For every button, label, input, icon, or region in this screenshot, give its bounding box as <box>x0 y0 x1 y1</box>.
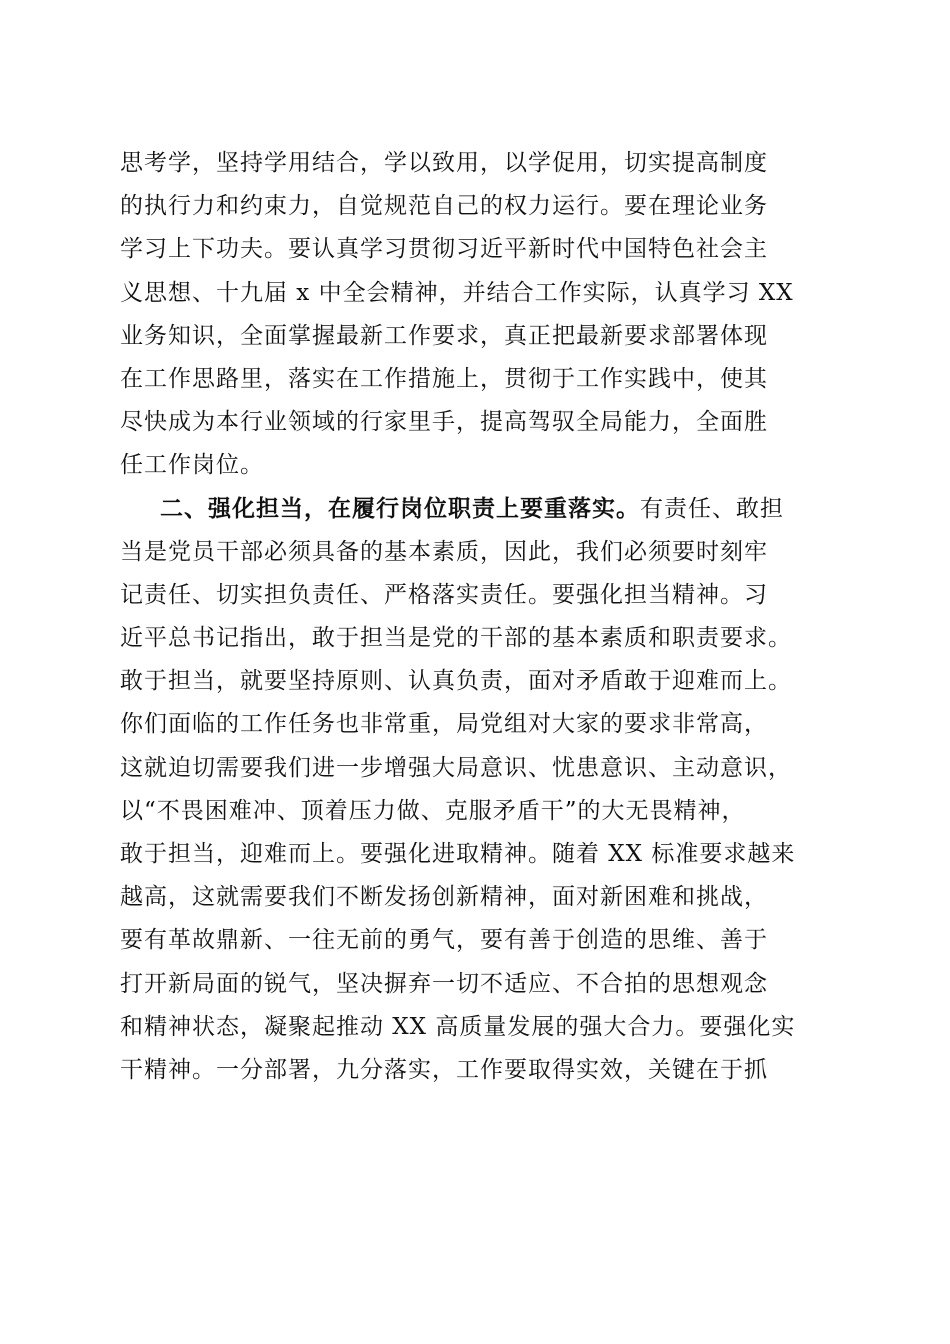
section-heading-line <box>120 488 840 531</box>
document-body <box>120 142 840 1092</box>
paragraph-line: 打开新局面的锐气，坚决摒弃一切不适应、不合拍的思想观念 <box>120 970 768 997</box>
section-heading: 二、强化担当，在履行岗位职责上要重落实。 <box>160 495 640 522</box>
paragraph-line: 以“不畏困难冲、顶着压力做、克服矛盾干”的大无畏精神， <box>120 797 746 824</box>
paragraph-line: 记责任、切实担负责任、严格落实责任。要强化担当精神。习 <box>120 581 768 608</box>
paragraph-line: 业务知识，全面掌握最新工作要求，真正把最新要求部署体现 <box>120 322 768 349</box>
paragraph-line: 学习上下功夫。要认真学习贯彻习近平新时代中国特色社会主 <box>120 236 768 263</box>
paragraph-line: 和精神状态，凝聚起推动 XX 高质量发展的强大合力。要强化实 <box>120 1013 796 1040</box>
paragraph-line: 你们面临的工作任务也非常重，局党组对大家的要求非常高， <box>120 711 768 738</box>
paragraph-line: 要有革故鼎新、一往无前的勇气，要有善于创造的思维、善于 <box>120 927 768 954</box>
paragraph-line: 思考学，坚持学用结合，学以致用，以学促用，切实提高制度 <box>120 150 768 176</box>
paragraph-line: 近平总书记指出，敢于担当是党的干部的基本素质和职责要求。 <box>120 625 792 652</box>
paragraph-line: 敢于担当，就要坚持原则、认真负责，面对矛盾敢于迎难而上。 <box>120 668 792 695</box>
section-first-line-text: 有责任、敢担 <box>640 495 784 522</box>
paragraph-line: 越高，这就需要我们不断发扬创新精神，面对新困难和挑战， <box>120 884 768 911</box>
paragraph-line: 当是党员干部必须具备的基本素质，因此，我们必须要时刻牢 <box>120 538 768 565</box>
paragraph-line: 任工作岗位。 <box>120 452 264 479</box>
paragraph-line: 在工作思路里，落实在工作措施上，贯彻于工作实践中，使其 <box>120 365 768 392</box>
paragraph-line: 尽快成为本行业领域的行家里手，提高驾驭全局能力，全面胜 <box>120 409 768 436</box>
paragraph-line: 这就迫切需要我们进一步增强大局意识、忧患意识、主动意识， <box>120 754 792 781</box>
paragraph-line: 义思想、十九届 x 中全会精神，并结合工作实际，认真学习 XX <box>120 279 794 306</box>
paragraph-line: 的执行力和约束力，自觉规范自己的权力运行。要在理论业务 <box>120 193 768 220</box>
paragraph-line: 敢于担当，迎难而上。要强化进取精神。随着 XX 标准要求越来 <box>120 841 796 867</box>
paragraph-line: 干精神。一分部署，九分落实，工作要取得实效，关键在于抓 <box>120 1056 768 1083</box>
